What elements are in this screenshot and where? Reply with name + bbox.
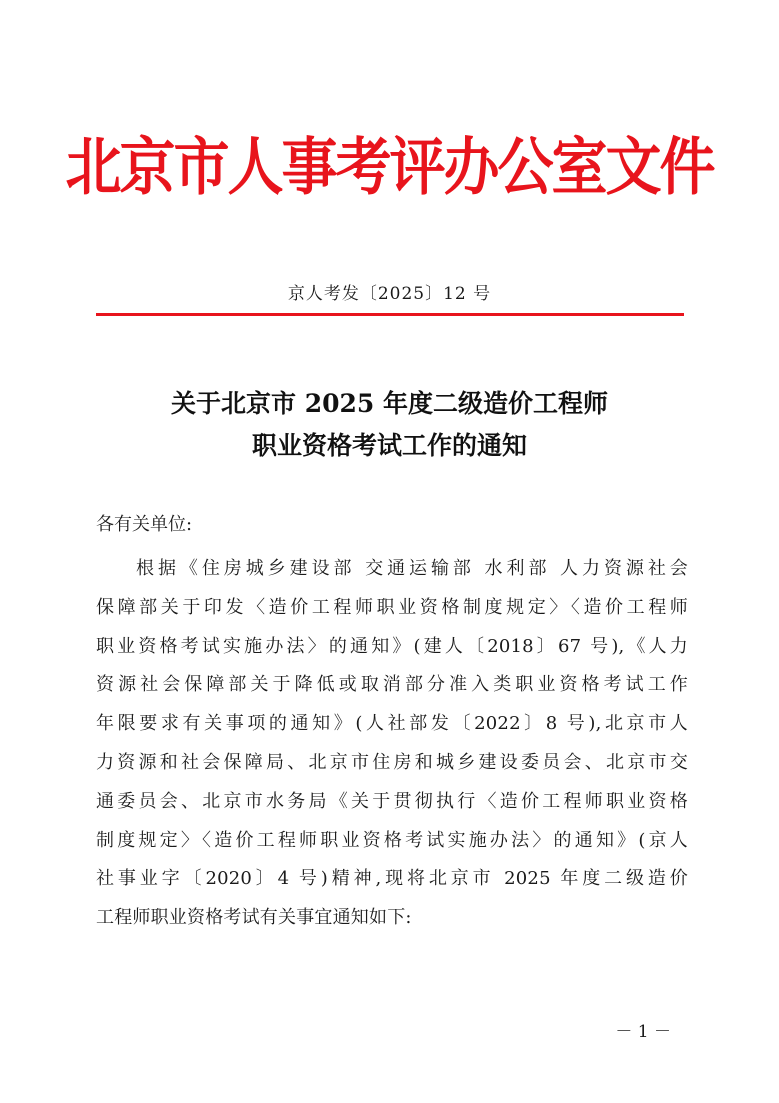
notice-title-line-1: 关于北京市 2025 年度二级造价工程师: [171, 389, 608, 418]
body-line: 根据《住房城乡建设部 交通运输部 水利部 人力资源社会: [136, 558, 688, 579]
salutation: 各有关单位:: [96, 514, 193, 535]
document-header-title: 北京市人事考评办公室文件: [65, 131, 714, 205]
body-line: 保障部关于印发〈造价工程师职业资格制度规定〉〈造价工程师: [96, 596, 688, 618]
notice-title: [0, 383, 779, 467]
notice-title-line-2: 职业资格考试工作的通知: [251, 431, 527, 460]
body-line: 通委员会、北京市水务局《关于贯彻执行〈造价工程师职业资格: [96, 790, 688, 812]
body-line: 工程师职业资格考试有关事宜通知如下:: [96, 907, 412, 929]
body-line: 资源社会保障部关于降低或取消部分准入类职业资格考试工作: [96, 674, 688, 696]
body-text: [96, 550, 688, 938]
page-number: － 1 －: [615, 1022, 671, 1042]
red-divider-line: [96, 313, 684, 316]
document-number: 京人考发〔2025〕12 号: [287, 284, 492, 304]
body-line: 年限要求有关事项的通知》(人社部发〔2022〕8 号),北京市人: [96, 713, 688, 735]
body-line: 社事业字〔2020〕4 号)精神,现将北京市 2025 年度二级造价: [96, 868, 688, 890]
body-line: 力资源和社会保障局、北京市住房和城乡建设委员会、北京市交: [96, 751, 688, 773]
body-line: 职业资格考试实施办法〉的通知》(建人〔2018〕67 号),《人力: [96, 635, 688, 657]
body-line: 制度规定〉〈造价工程师职业资格考试实施办法〉的通知》(京人: [96, 829, 688, 851]
